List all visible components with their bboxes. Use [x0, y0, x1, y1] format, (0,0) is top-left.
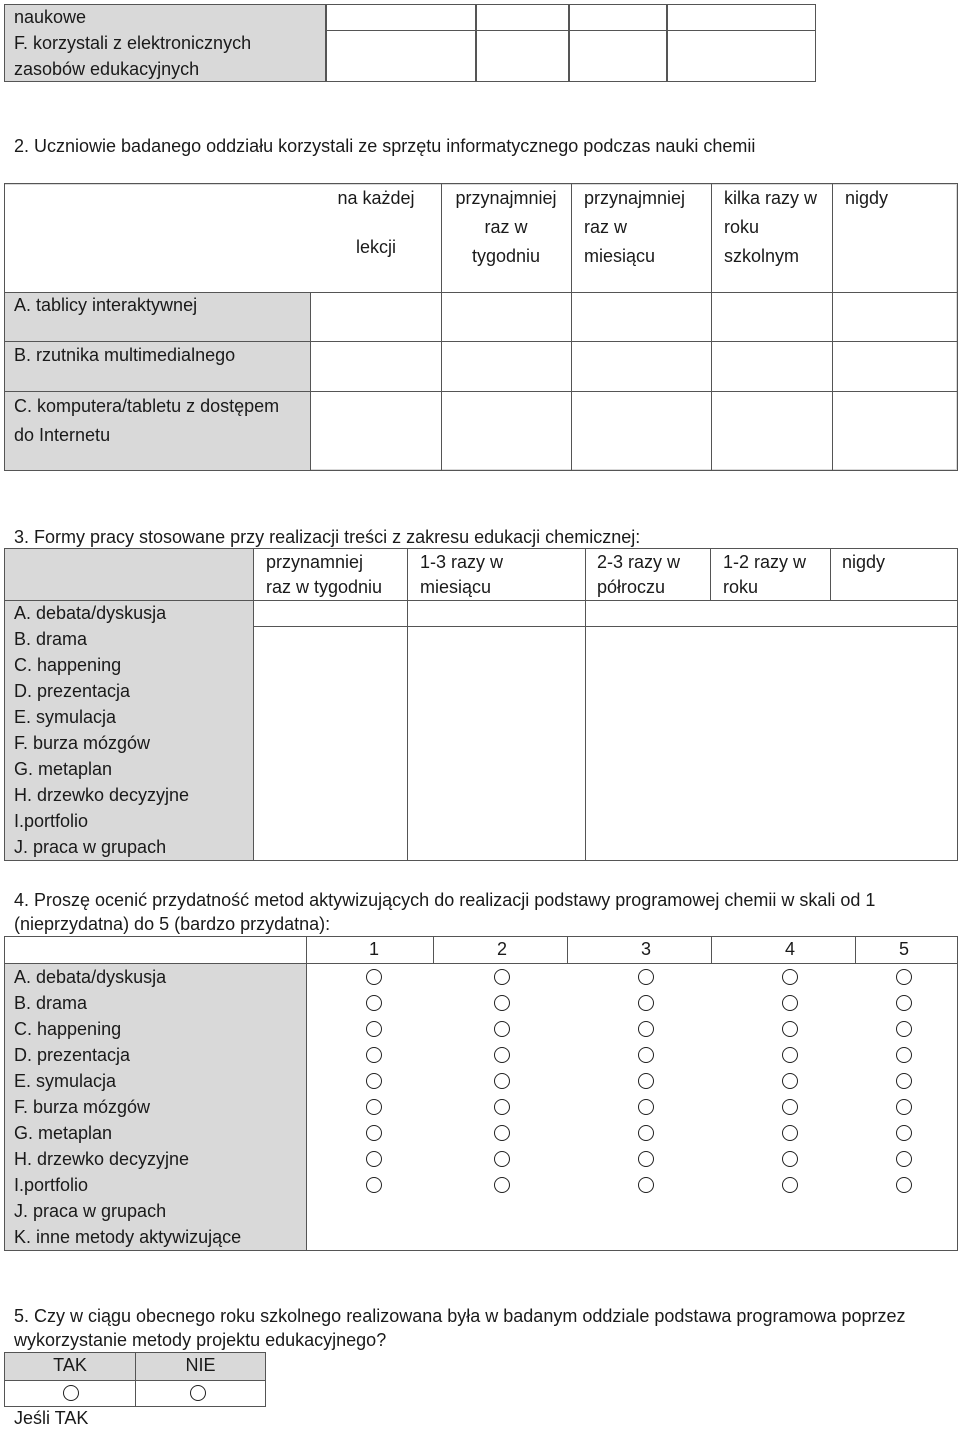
- q4-rating-radio-3[interactable]: [638, 995, 654, 1011]
- q2-row-b: B. rzutnika multimedialnego: [14, 345, 236, 365]
- q4-rating-radio-4[interactable]: [782, 1021, 798, 1037]
- prev-question-answer-cell[interactable]: [568, 4, 668, 82]
- q3-row-label: D. prezentacja: [14, 681, 131, 701]
- q3-row-label: H. drzewko decyzyjne: [14, 785, 190, 805]
- q4-row-label: B. drama: [14, 993, 88, 1013]
- q5-radio-yes[interactable]: [63, 1385, 79, 1401]
- q4-row-label: K. inne metody aktywizujące: [14, 1227, 242, 1247]
- q3-col-yearly: 1-2 razy w roku: [723, 552, 807, 597]
- q3-col-never: nigdy: [842, 552, 886, 572]
- q2-col-few-times-year: kilka razy w roku szkolnym: [724, 188, 818, 266]
- q5-question-line1: 5. Czy w ciągu obecnego roku szkolnego realizowana była w badanym oddziale podstawa programowa poprzez: [14, 1306, 906, 1326]
- q4-rating-radio-5[interactable]: [896, 1073, 912, 1089]
- q4-rating-radio-1[interactable]: [366, 969, 382, 985]
- q4-rating-radio-2[interactable]: [494, 1099, 510, 1115]
- q2-row-c-line1: C. komputera/tabletu z dostępem: [14, 396, 280, 416]
- q4-rating-radio-5[interactable]: [896, 995, 912, 1011]
- q4-row-label: H. drzewko decyzyjne: [14, 1149, 190, 1169]
- q2-col-monthly: przynajmniej raz w miesiącu: [584, 188, 686, 266]
- q4-scale-1: 1: [368, 939, 379, 959]
- q4-question-line2: (nieprzydatna) do 5 (bardzo przydatna):: [14, 914, 331, 934]
- q4-scale-2: 2: [496, 939, 507, 959]
- q4-scale-3: 3: [640, 939, 651, 959]
- q4-rating-radio-5[interactable]: [896, 1125, 912, 1141]
- q4-rating-radio-5[interactable]: [896, 1151, 912, 1167]
- q4-rating-radio-2[interactable]: [494, 1125, 510, 1141]
- q4-rating-radio-4[interactable]: [782, 1177, 798, 1193]
- q4-row-label: G. metaplan: [14, 1123, 113, 1143]
- q5-option-no-label: NIE: [185, 1355, 216, 1375]
- q2-col-every-lesson: na każdej lekcji: [337, 188, 415, 257]
- q4-row-label: D. prezentacja: [14, 1045, 131, 1065]
- q3-row-label: F. burza mózgów: [14, 733, 151, 753]
- q2-row-a: A. tablicy interaktywnej: [14, 295, 198, 315]
- q3-row-label: E. symulacja: [14, 707, 117, 727]
- q4-rating-radio-1[interactable]: [366, 1099, 382, 1115]
- q4-rating-radio-1[interactable]: [366, 1047, 382, 1063]
- q4-row-label: J. praca w grupach: [14, 1201, 167, 1221]
- q3-col-monthly: 1-3 razy w miesiącu: [420, 552, 504, 597]
- q3-row-label: C. happening: [14, 655, 122, 675]
- q4-rating-radio-4[interactable]: [782, 1047, 798, 1063]
- q3-col-halfyear: 2-3 razy w półroczu: [597, 552, 681, 597]
- q3-col-weekly: przynamniej raz w tygodniu: [266, 552, 383, 597]
- prev-row-text: F. korzystali z elektronicznych: [14, 33, 252, 53]
- q3-row-label: A. debata/dyskusja: [14, 603, 167, 623]
- q5-radio-no[interactable]: [190, 1385, 206, 1401]
- q4-rating-radio-3[interactable]: [638, 1047, 654, 1063]
- q4-rating-radio-4[interactable]: [782, 1073, 798, 1089]
- q4-rating-radio-3[interactable]: [638, 1125, 654, 1141]
- q4-rating-radio-5[interactable]: [896, 1099, 912, 1115]
- q4-rating-radio-5[interactable]: [896, 1047, 912, 1063]
- prev-row-text: zasobów edukacyjnych: [14, 59, 200, 79]
- q2-row-c-line2: do Internetu: [14, 425, 111, 445]
- q4-rating-radio-1[interactable]: [366, 1073, 382, 1089]
- q4-rating-radio-1[interactable]: [366, 1125, 382, 1141]
- q2-question: 2. Uczniowie badanego oddziału korzystali ze sprzętu informatycznego podczas nauki chemii: [14, 136, 756, 156]
- q4-rating-radio-2[interactable]: [494, 1073, 510, 1089]
- q5-followup: Jeśli TAK: [14, 1408, 89, 1428]
- q3-row-label: B. drama: [14, 629, 88, 649]
- prev-question-answer-cell[interactable]: [475, 4, 570, 82]
- q4-rating-radio-4[interactable]: [782, 1151, 798, 1167]
- q4-scale-4: 4: [784, 939, 795, 959]
- q4-rating-radio-1[interactable]: [366, 1151, 382, 1167]
- q3-row-label: G. metaplan: [14, 759, 113, 779]
- q3-row-label: J. praca w grupach: [14, 837, 167, 857]
- q4-row-label: A. debata/dyskusja: [14, 967, 167, 987]
- q4-rating-radio-3[interactable]: [638, 1151, 654, 1167]
- prev-row-text: naukowe: [14, 7, 87, 27]
- q4-rating-radio-2[interactable]: [494, 969, 510, 985]
- q4-rating-radio-3[interactable]: [638, 969, 654, 985]
- q4-row-label: C. happening: [14, 1019, 122, 1039]
- q2-col-weekly: przynajmniej raz w tygodniu: [455, 188, 557, 266]
- q4-rating-radio-5[interactable]: [896, 1177, 912, 1193]
- q4-rating-radio-1[interactable]: [366, 1021, 382, 1037]
- q4-rating-radio-4[interactable]: [782, 1125, 798, 1141]
- q4-row-label: I.portfolio: [14, 1175, 89, 1195]
- q4-rating-radio-2[interactable]: [494, 1151, 510, 1167]
- q4-rating-radio-2[interactable]: [494, 1047, 510, 1063]
- q5-question-line2: wykorzystanie metody projektu edukacyjnego?: [14, 1330, 387, 1350]
- q3-row-label: I.portfolio: [14, 811, 89, 831]
- q4-rating-radio-5[interactable]: [896, 1021, 912, 1037]
- q2-col-never: nigdy: [845, 188, 889, 208]
- q3-question: 3. Formy pracy stosowane przy realizacji treści z zakresu edukacji chemicznej:: [14, 527, 641, 547]
- q4-scale-5: 5: [898, 939, 909, 959]
- q4-rating-radio-3[interactable]: [638, 1177, 654, 1193]
- q4-rating-radio-5[interactable]: [896, 969, 912, 985]
- q4-row-label: F. burza mózgów: [14, 1097, 151, 1117]
- q4-rating-radio-4[interactable]: [782, 995, 798, 1011]
- prev-question-answer-cell[interactable]: [666, 4, 816, 82]
- q4-rating-radio-3[interactable]: [638, 1021, 654, 1037]
- q4-rating-radio-1[interactable]: [366, 1177, 382, 1193]
- q4-rating-radio-1[interactable]: [366, 995, 382, 1011]
- q4-rating-radio-2[interactable]: [494, 1021, 510, 1037]
- q4-question-line1: 4. Proszę ocenić przydatność metod aktywizujących do realizacji podstawy programowej chemii w skali od 1: [14, 890, 876, 910]
- prev-question-answer-cell[interactable]: [325, 4, 477, 82]
- q5-option-yes-label: TAK: [53, 1355, 87, 1375]
- q4-row-label: E. symulacja: [14, 1071, 117, 1091]
- q4-rating-radio-4[interactable]: [782, 969, 798, 985]
- q4-rating-radio-3[interactable]: [638, 1073, 654, 1089]
- q4-rating-radio-2[interactable]: [494, 995, 510, 1011]
- q4-rating-radio-3[interactable]: [638, 1099, 654, 1115]
- q4-rating-radio-4[interactable]: [782, 1099, 798, 1115]
- q4-rating-radio-2[interactable]: [494, 1177, 510, 1193]
